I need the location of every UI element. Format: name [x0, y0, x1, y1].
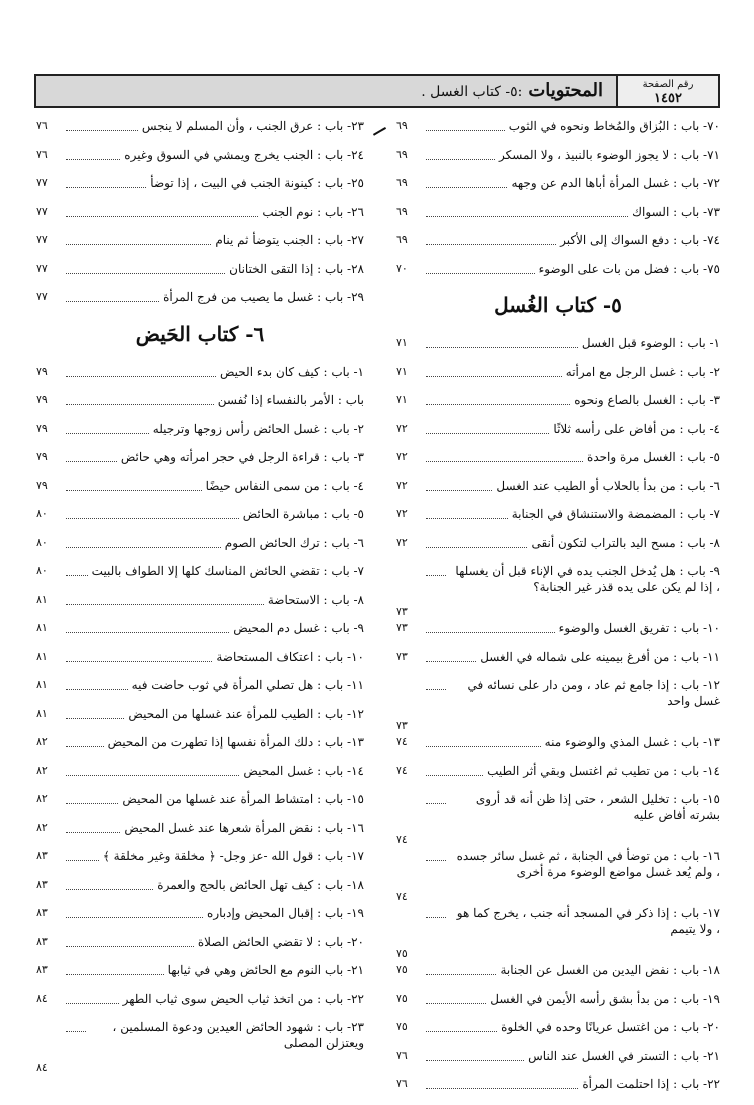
- entry-title: باب : الأمر بالنفساء إذا نُفسن: [217, 393, 364, 408]
- entry-page-number: ٨٣: [36, 963, 48, 977]
- entry-title: ١٠- باب : اعتكاف المستحاضة: [216, 649, 364, 664]
- page-number-label: رقم الصفحة: [642, 79, 694, 90]
- entry-title: ٩- باب : هل يُدخل الجنب يده في الإناء قبل أن يغسلها ، إذا لم يكن على يده قذر غير الجنابة؟: [455, 564, 720, 595]
- toc-entry[interactable]: [36, 478, 364, 507]
- dot-leader: [66, 905, 203, 918]
- dot-leader: [66, 204, 258, 217]
- entry-title: ٦- باب : ترك الحائض الصوم: [224, 535, 364, 550]
- dot-leader: [426, 392, 570, 405]
- dot-leader: [426, 620, 555, 633]
- entry-page-number: ٧٣: [396, 605, 408, 619]
- entry-title: ٣- باب : قراءة الرجل في حجر امرأته وهي حائض: [120, 450, 364, 465]
- entry-page-number: ٦٩: [396, 233, 408, 246]
- toc-entry[interactable]: [36, 563, 364, 592]
- dot-leader: [66, 364, 216, 377]
- entry-title: ٧٤- باب : دفع السواك إلى الأكبر: [560, 233, 720, 247]
- entry-title: ٢١- باب النوم مع الحائض وهي في ثيابها: [167, 963, 364, 978]
- toc-entry[interactable]: [36, 592, 364, 621]
- dot-leader: [426, 677, 446, 690]
- toc-entry[interactable]: [396, 620, 720, 649]
- toc-entry[interactable]: [36, 1019, 364, 1076]
- entry-page-number: ٧٢: [396, 421, 408, 435]
- dot-leader: [426, 962, 496, 975]
- entry-page-number: ٧٩: [36, 393, 48, 407]
- entry-title: ١- باب : الوضوء قبل الغسل: [581, 336, 720, 351]
- toc-entry[interactable]: [396, 905, 720, 962]
- toc-entry[interactable]: [396, 991, 720, 1020]
- entry-page-number: ٧٥: [396, 947, 408, 961]
- toc-entry[interactable]: [396, 364, 720, 393]
- entry-title: ٥- باب : مباشرة الحائض: [242, 507, 364, 522]
- toc-entry[interactable]: [36, 289, 364, 318]
- page-number-box: [616, 76, 718, 106]
- entry-title: ٧٣- باب : السواك: [632, 204, 720, 219]
- entry-page-number: ٨٠: [36, 564, 48, 578]
- entry-title: ١٠- باب : تفريق الغسل والوضوء: [558, 621, 720, 636]
- entry-page-number: ٧٥: [396, 963, 408, 977]
- entry-page-number: ٧٥: [396, 991, 408, 1005]
- entry-page-number: ٧٩: [36, 421, 48, 435]
- entry-title: ٢٩- باب : غسل ما يصيب من فرج المرأة: [163, 290, 364, 304]
- dot-leader: [66, 763, 239, 776]
- entry-page-number: ٧١: [396, 364, 408, 378]
- toc-entry[interactable]: [396, 734, 720, 763]
- dot-leader: [66, 962, 164, 975]
- entry-page-number: ٧٧: [36, 176, 48, 189]
- dot-leader: [426, 1076, 578, 1089]
- entry-page-number: ٧٤: [396, 735, 408, 749]
- toc-entry[interactable]: [396, 392, 720, 421]
- section-heading: ٥- كتاب الغُسل: [494, 293, 622, 317]
- entry-page-number: ٦٩: [396, 176, 408, 189]
- dot-leader: [66, 592, 264, 605]
- dot-leader: [66, 392, 214, 405]
- entry-title: ٢١- باب : التستر في الغسل عند الناس: [528, 1048, 720, 1063]
- entry-page-number: ٧٧: [36, 261, 48, 275]
- entry-title: ٢٥- باب : كينونة الجنب في البيت ، إذا توضأ: [150, 176, 364, 190]
- toc-entry[interactable]: [36, 962, 364, 991]
- toc-entry[interactable]: [36, 934, 364, 963]
- dot-leader: [66, 620, 229, 633]
- dot-leader: [66, 175, 146, 188]
- entry-page-number: ٦٩: [396, 204, 408, 218]
- entry-title: ٢٦- باب : نوم الجنب: [262, 204, 364, 219]
- dot-leader: [66, 506, 239, 519]
- toc-entry[interactable]: [36, 649, 364, 678]
- toc-entry[interactable]: [36, 364, 364, 393]
- entry-title: ٢٤- باب : الجنب يخرج ويمشي في السوق وغيره: [124, 147, 364, 162]
- entry-page-number: ٨٣: [36, 906, 48, 920]
- toc-entry[interactable]: [396, 147, 720, 176]
- entry-page-number: ٧٧: [36, 233, 48, 246]
- entry-page-number: ٧٦: [36, 147, 48, 161]
- entry-title: ٢٢- باب : إذا احتلمت المرأة: [582, 1077, 720, 1092]
- entry-title: ١٥- باب : امتشاط المرأة عند غسلها من المحيض: [122, 792, 364, 807]
- toc-entry[interactable]: [36, 175, 364, 204]
- entry-title: ٢- باب : غسل الحائض رأس زوجها وترجيله: [152, 421, 364, 436]
- dot-leader: [66, 934, 194, 947]
- entry-title: ٧١- باب : لا يجوز الوضوء بالنبيذ ، ولا المسكر: [499, 147, 720, 162]
- entry-title: ٧٢- باب : غسل المرأة أباها الدم عن وجهه: [511, 176, 720, 190]
- toc-entry[interactable]: [36, 877, 364, 906]
- entry-title: ٢٣- باب : شهود الحائض العيدين ودعوة المسلمين ، ويعتزلن المصلى: [112, 1020, 364, 1051]
- entry-title: ١١- باب : هل تصلي المرأة في ثوب حاضت فيه: [131, 678, 364, 693]
- dot-leader: [426, 848, 446, 861]
- entry-title: ١٤- باب : غسل المحيض: [243, 763, 364, 778]
- entry-title: ١٧- باب : إذا ذكر في المسجد أنه جنب ، يخرج كما هو ، ولا يتيمم: [456, 906, 720, 937]
- dot-leader: [66, 677, 128, 690]
- entry-title: ٧- باب : تقضي الحائض المناسك كلها إلا الطواف بالبيت: [91, 564, 364, 579]
- toc-entry[interactable]: [396, 506, 720, 535]
- entry-page-number: ٨٢: [36, 792, 48, 806]
- entry-page-number: ٧٩: [36, 364, 48, 378]
- entry-title: ٧٥- باب : فضل من بات على الوضوء: [538, 261, 720, 276]
- entry-title: ١- باب : كيف كان بدء الحيض: [219, 364, 364, 379]
- dot-leader: [66, 535, 221, 548]
- entry-title: ١٣- باب : دلك المرأة نفسها إذا تطهرت من المحيض: [107, 735, 364, 750]
- dot-leader: [426, 905, 446, 918]
- entry-page-number: ٧٤: [396, 890, 408, 904]
- section-heading: ٦- كتاب الحَيض: [135, 321, 265, 346]
- contents-heading: المحتويات: [528, 80, 603, 101]
- dot-leader: [66, 232, 211, 245]
- entry-page-number: ٧٩: [36, 450, 48, 464]
- dot-leader: [66, 563, 88, 576]
- entry-page-number: ٨٢: [36, 735, 48, 749]
- toc-entry[interactable]: [36, 147, 364, 176]
- entry-page-number: ٧١: [396, 393, 408, 407]
- entry-page-number: ٦٩: [396, 147, 408, 161]
- entry-title: ١٤- باب : من تطيب ثم اغتسل وبقي أثر الطيب: [487, 763, 720, 778]
- toc-entry[interactable]: [396, 677, 720, 734]
- entry-page-number: ٨٣: [36, 934, 48, 948]
- toc-entry[interactable]: [396, 261, 720, 290]
- dot-leader: [426, 506, 508, 519]
- entry-page-number: ٨١: [36, 649, 48, 663]
- entry-title: ١٨- باب : نفض اليدين من الغسل عن الجنابة: [500, 963, 720, 978]
- entry-page-number: ٧٢: [396, 478, 408, 492]
- entry-page-number: ٧٤: [396, 833, 408, 847]
- entry-page-number: ٧٢: [396, 507, 408, 521]
- entry-page-number: ٨٢: [36, 820, 48, 834]
- entry-page-number: ٧٣: [396, 649, 408, 663]
- toc-entry[interactable]: [396, 478, 720, 507]
- dot-leader: [426, 1048, 524, 1061]
- dot-leader: [426, 535, 527, 548]
- toc-entry[interactable]: [396, 335, 720, 364]
- header-title: [421, 76, 603, 106]
- toc-entry[interactable]: [36, 848, 364, 877]
- entry-page-number: ٨١: [36, 678, 48, 692]
- dot-leader: [426, 421, 549, 434]
- entry-title: ٤- باب : من سمى النفاس حيضًا: [205, 478, 364, 493]
- dot-leader: [426, 175, 507, 188]
- entry-page-number: ٨١: [36, 592, 48, 606]
- toc-entry[interactable]: [36, 820, 364, 849]
- entry-page-number: ٧٠: [396, 261, 408, 275]
- entry-page-number: ٨٤: [36, 991, 48, 1005]
- toc-entry[interactable]: [396, 763, 720, 792]
- toc-entry[interactable]: [36, 232, 364, 261]
- entry-page-number: ٧٦: [396, 1048, 408, 1062]
- entry-title: ٧- باب : المضمضة والاستنشاق في الجنابة: [511, 507, 720, 522]
- toc-entry[interactable]: [36, 763, 364, 792]
- dot-leader: [66, 449, 117, 462]
- entry-title: ٦- باب : من بدأ بالحلاب أو الطيب عند الغسل: [496, 478, 720, 493]
- entry-title: ١٩- باب : إقبال المحيض وإدباره: [207, 906, 364, 921]
- entry-page-number: ٧٩: [36, 478, 48, 492]
- toc-entry[interactable]: [396, 535, 720, 564]
- toc-entry[interactable]: [36, 734, 364, 763]
- right-column: [396, 118, 720, 1105]
- dot-leader: [426, 791, 446, 804]
- dot-leader: [66, 848, 99, 861]
- dot-leader: [66, 478, 202, 491]
- dot-leader: [426, 734, 541, 747]
- entry-title: ٢٢- باب : من اتخذ ثياب الحيض سوى ثياب الطهر: [122, 991, 364, 1006]
- entry-title: ٢٨- باب : إذا التقى الختانان: [229, 261, 364, 276]
- entry-title: ١٢- باب : إذا جامع ثم عاد ، ومن دار على نسائه في غسل واحد: [467, 678, 720, 709]
- dot-leader: [426, 649, 476, 662]
- dot-leader: [66, 791, 118, 804]
- entry-title: ٩- باب : غسل دم المحيض: [233, 621, 364, 636]
- entry-title: ١٣- باب : غسل المذي والوضوء منه: [544, 735, 720, 750]
- entry-title: ٢- باب : غسل الرجل مع امرأته: [565, 364, 720, 379]
- entry-title: ٤- باب : من أفاض على رأسه ثلاثًا: [553, 421, 720, 436]
- entry-page-number: ٨٣: [36, 849, 48, 863]
- dot-leader: [66, 289, 159, 302]
- entry-page-number: ٧٥: [396, 1020, 408, 1034]
- toc-entry[interactable]: [396, 563, 720, 620]
- entry-title: ٢٠- باب : لا تقضي الحائض الصلاة: [197, 934, 364, 949]
- entry-title: ١١- باب : من أفرغ بيمينه على شماله في الغسل: [480, 649, 720, 664]
- dot-leader: [426, 449, 583, 462]
- entry-title: ٢٠- باب : من اغتسل عريانًا وحده في الخلوة: [501, 1020, 720, 1035]
- toc-entry[interactable]: [36, 991, 364, 1020]
- dot-leader: [66, 734, 104, 747]
- entry-page-number: ٧٣: [396, 621, 408, 635]
- dot-leader: [66, 1019, 86, 1032]
- entry-title: ٨- باب : الاستحاضة: [267, 592, 364, 607]
- entry-title: ٨- باب : مسح اليد بالتراب لتكون أنقى: [531, 535, 720, 550]
- entry-title: ١٦- باب : من توضأ في الجنابة ، ثم غسل سائر جسده ، ولم يُعد غسل مواضع الوضوء مرة أخرى: [456, 849, 720, 880]
- dot-leader: [426, 204, 628, 217]
- dot-leader: [426, 364, 562, 377]
- entry-title: ١٧- باب : قول الله -عز وجل- ﴿ مخلقة وغير مخلقة ﴾: [102, 849, 364, 864]
- entry-page-number: ٦٩: [396, 119, 408, 132]
- toc-entry[interactable]: [36, 261, 364, 290]
- dot-leader: [66, 421, 149, 434]
- dot-leader: [426, 1019, 497, 1032]
- entry-page-number: ٨٣: [36, 877, 48, 891]
- toc-entry[interactable]: [396, 421, 720, 450]
- dot-leader: [426, 147, 495, 160]
- dot-leader: [66, 118, 138, 131]
- page-header: [34, 74, 720, 108]
- entry-title: ١٦- باب : نقض المرأة شعرها عند غسل المحيض: [124, 820, 364, 835]
- entry-page-number: ٧٦: [396, 1077, 408, 1091]
- dot-leader: [426, 232, 556, 245]
- entry-page-number: ٧٤: [396, 763, 408, 777]
- entry-page-number: ٨٠: [36, 535, 48, 549]
- toc-entry[interactable]: [396, 1048, 720, 1077]
- entry-title: ٣- باب : الغسل بالصاع ونحوه: [574, 393, 720, 408]
- toc-entry[interactable]: [396, 1019, 720, 1048]
- toc-entry[interactable]: [36, 535, 364, 564]
- dot-leader: [426, 335, 578, 348]
- toc-entry[interactable]: [396, 175, 720, 204]
- entry-page-number: ٨١: [36, 621, 48, 635]
- entry-page-number: ٧٧: [36, 290, 48, 303]
- page-number: ١٤٥٢: [654, 91, 682, 106]
- entry-title: ١٩- باب : من بدأ بشق رأسه الأيمن في الغسل: [490, 991, 720, 1006]
- toc-entry[interactable]: [396, 649, 720, 678]
- dot-leader: [66, 649, 212, 662]
- dot-leader: [66, 147, 120, 160]
- toc-entry[interactable]: [36, 421, 364, 450]
- toc-entry[interactable]: [36, 905, 364, 934]
- entry-page-number: ٨٤: [36, 1061, 48, 1075]
- dot-leader: [66, 991, 119, 1004]
- dot-leader: [426, 763, 483, 776]
- toc-entry[interactable]: [36, 791, 364, 820]
- entry-title: ٢٣- باب : عرق الجنب ، وأن المسلم لا ينجس: [141, 119, 364, 133]
- entry-title: ٢٧- باب : الجنب يتوضأ ثم ينام: [215, 233, 364, 247]
- toc-entry[interactable]: [396, 204, 720, 233]
- entry-title: ١٥- باب : تخليل الشعر ، حتى إذا ظن أنه قد أروى بشرته أفاض عليه: [475, 792, 720, 823]
- entry-page-number: ٧٧: [36, 204, 48, 218]
- entry-page-number: ٨١: [36, 706, 48, 720]
- dot-leader: [66, 706, 124, 719]
- toc-entry[interactable]: [396, 848, 720, 905]
- toc-entry[interactable]: [36, 204, 364, 233]
- entry-page-number: ٧١: [396, 336, 408, 350]
- entry-page-number: ٧٦: [36, 119, 48, 132]
- toc-entry[interactable]: [36, 392, 364, 421]
- toc-entry[interactable]: [396, 962, 720, 991]
- dot-leader: [66, 877, 153, 890]
- toc-entry[interactable]: [36, 118, 364, 147]
- toc-entry[interactable]: [396, 232, 720, 261]
- contents-subtitle: :٥- كتاب الغسل .: [421, 84, 523, 100]
- dot-leader: [426, 261, 535, 274]
- entry-title: ١٨- باب : كيف تهل الحائض بالحج والعمرة: [157, 877, 364, 892]
- entry-title: ٥- باب : الغسل مرة واحدة: [587, 450, 720, 465]
- dot-leader: [66, 820, 120, 833]
- toc-entry[interactable]: [396, 791, 720, 848]
- entry-page-number: ٨٢: [36, 763, 48, 777]
- toc-entry[interactable]: [36, 706, 364, 735]
- toc-entry[interactable]: [36, 506, 364, 535]
- toc-entry[interactable]: [396, 118, 720, 147]
- toc-entry[interactable]: [36, 620, 364, 649]
- dot-leader: [426, 478, 492, 491]
- left-column: [36, 118, 364, 1076]
- toc-entry[interactable]: [36, 449, 364, 478]
- dot-leader: [426, 118, 505, 131]
- toc-entry[interactable]: [396, 449, 720, 478]
- dot-leader: [426, 991, 486, 1004]
- entry-page-number: ٧٣: [396, 719, 408, 733]
- toc-entry[interactable]: [396, 1076, 720, 1105]
- entry-page-number: ٨٠: [36, 507, 48, 521]
- entry-page-number: ٧٢: [396, 450, 408, 464]
- dot-leader: [426, 563, 446, 576]
- entry-title: ١٢- باب : الطيب للمرأة عند غسلها من المحيض: [128, 706, 364, 721]
- dot-leader: [66, 261, 225, 274]
- check-mark-icon: [368, 118, 386, 135]
- entry-title: ٧٠- باب : البُزاق والمُخاط ونحوه في الثوب: [508, 119, 720, 133]
- entry-page-number: ٧٢: [396, 535, 408, 549]
- toc-entry[interactable]: [36, 677, 364, 706]
